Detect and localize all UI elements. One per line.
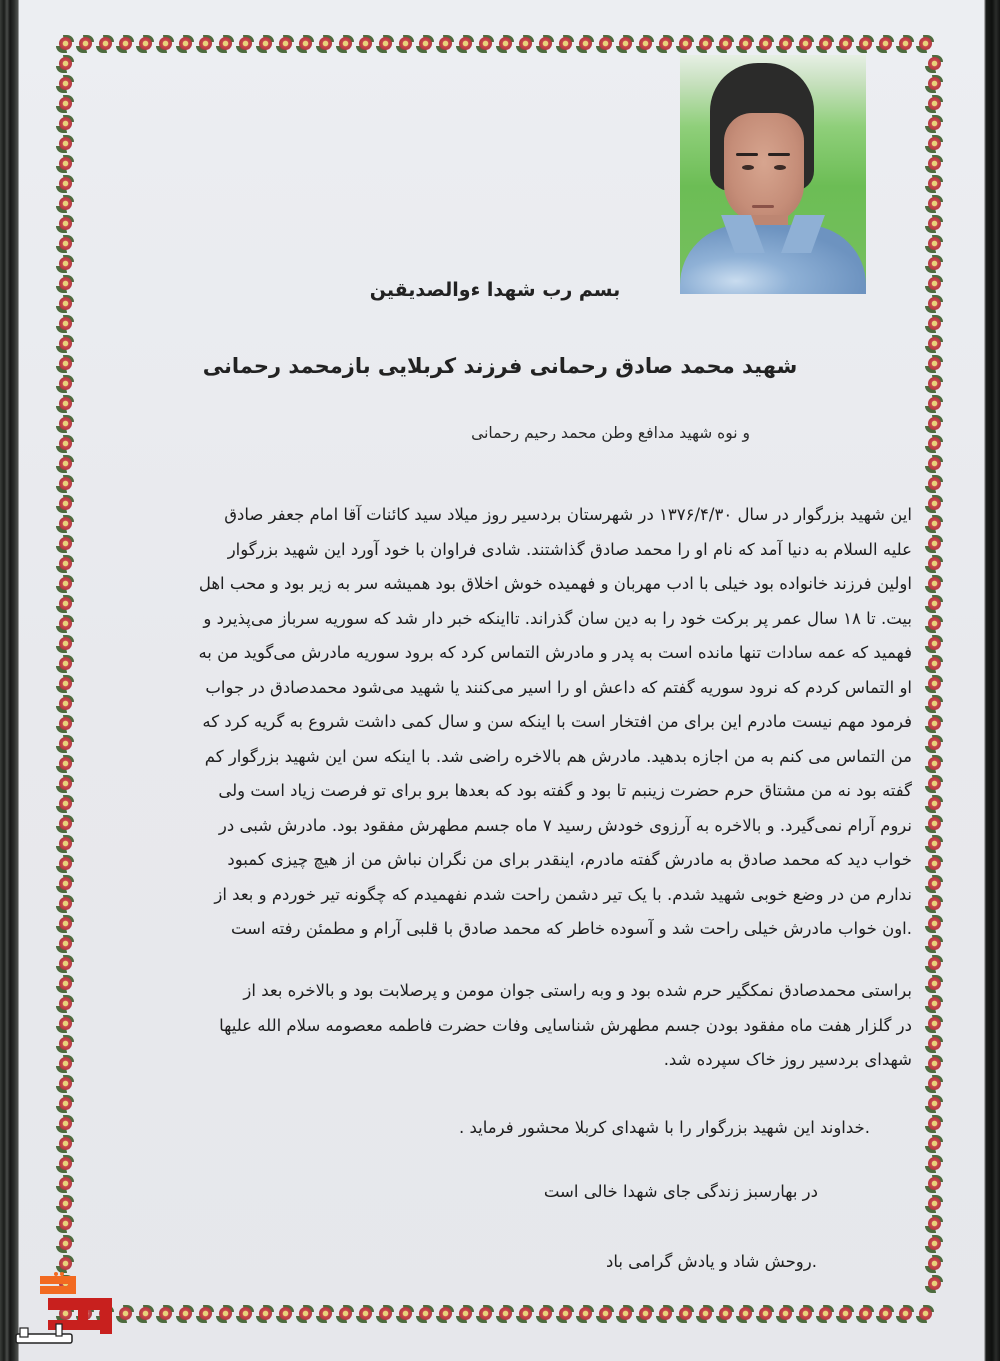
flower-ornament-icon <box>925 575 943 593</box>
flower-ornament-icon <box>56 295 74 313</box>
flower-ornament-icon <box>716 35 734 53</box>
flower-ornament-icon <box>876 1305 894 1323</box>
portrait-photo <box>680 55 866 294</box>
flower-ornament-icon <box>56 95 74 113</box>
flower-ornament-icon <box>516 1305 534 1323</box>
flower-border-top <box>56 35 934 53</box>
logo-top-word <box>40 1272 76 1294</box>
flower-ornament-icon <box>56 555 74 573</box>
flower-ornament-icon <box>636 35 654 53</box>
flower-ornament-icon <box>316 1305 334 1323</box>
flower-ornament-icon <box>676 1305 694 1323</box>
flower-ornament-icon <box>776 35 794 53</box>
flower-ornament-icon <box>276 35 294 53</box>
flower-ornament-icon <box>56 855 74 873</box>
flower-ornament-icon <box>925 95 943 113</box>
flower-ornament-icon <box>656 1305 674 1323</box>
flower-ornament-icon <box>896 1305 914 1323</box>
flower-ornament-icon <box>236 1305 254 1323</box>
flower-ornament-icon <box>836 1305 854 1323</box>
flower-ornament-icon <box>56 1015 74 1033</box>
flower-ornament-icon <box>56 815 74 833</box>
flower-ornament-icon <box>636 1305 654 1323</box>
flower-ornament-icon <box>925 175 943 193</box>
paragraph-line: براستی محمدصادق نمکگیر حرم شده بود و وبه راستی جوان مومن و پرصلابت بود و بالاخره بعد از <box>243 981 912 1000</box>
flower-ornament-icon <box>356 35 374 53</box>
flower-ornament-icon <box>76 35 94 53</box>
flower-ornament-icon <box>56 275 74 293</box>
martyr-title: شهید محمد صادق رحمانی فرزند کربلایی بازمحمد رحمانی <box>202 354 798 378</box>
flower-ornament-icon <box>925 895 943 913</box>
flower-ornament-icon <box>756 35 774 53</box>
flower-ornament-icon <box>925 735 943 753</box>
biography-paragraph-2 <box>152 974 912 1078</box>
flower-ornament-icon <box>616 1305 634 1323</box>
flower-ornament-icon <box>925 315 943 333</box>
flower-ornament-icon <box>796 35 814 53</box>
flower-ornament-icon <box>536 35 554 53</box>
flower-ornament-icon <box>796 1305 814 1323</box>
flower-ornament-icon <box>396 1305 414 1323</box>
flower-ornament-icon <box>156 1305 174 1323</box>
flower-ornament-icon <box>925 295 943 313</box>
flower-ornament-icon <box>925 475 943 493</box>
flower-ornament-icon <box>925 555 943 573</box>
flower-ornament-icon <box>56 35 74 53</box>
flower-ornament-icon <box>56 735 74 753</box>
paragraph-line: من التماس می کنم به من اجازه بدهید. مادرش هم بالاخره راضی شد. با اینکه سن این شهید بزرگوار کم <box>204 746 912 766</box>
flower-ornament-icon <box>56 875 74 893</box>
flower-ornament-icon <box>556 35 574 53</box>
paragraph-line: فرمود مهم نیست مادرم این برای من افتخار است با اینکه سن و سال کمی داشت شروع به گریه کرد که <box>202 712 912 731</box>
flower-ornament-icon <box>336 1305 354 1323</box>
paragraph-line: خواب دید که محمد صادق به مادرش گفته مادرم، اینقدر برای من نگران نباش من از هیچ چیزی کمبود <box>227 850 912 869</box>
flower-ornament-icon <box>56 355 74 373</box>
flower-ornament-icon <box>925 435 943 453</box>
flower-ornament-icon <box>56 455 74 473</box>
flower-ornament-icon <box>56 435 74 453</box>
biography-paragraph-1 <box>152 498 912 947</box>
flower-ornament-icon <box>676 35 694 53</box>
flower-ornament-icon <box>816 1305 834 1323</box>
scan-edge-right <box>984 0 1000 1361</box>
flower-ornament-icon <box>56 575 74 593</box>
flower-ornament-icon <box>376 1305 394 1323</box>
flower-ornament-icon <box>56 1055 74 1073</box>
paragraph-line: شهدای بردسیر روز خاک سپرده شد. <box>663 1050 912 1069</box>
flower-ornament-icon <box>56 1235 74 1253</box>
photo-eye-left <box>742 165 754 170</box>
flower-ornament-icon <box>925 695 943 713</box>
flower-ornament-icon <box>925 1095 943 1113</box>
flower-ornament-icon <box>296 1305 314 1323</box>
flower-ornament-icon <box>436 1305 454 1323</box>
farewell-line: .روحش شاد و یادش گرامی باد <box>605 1252 817 1271</box>
flower-ornament-icon <box>176 1305 194 1323</box>
flower-ornament-icon <box>596 1305 614 1323</box>
flower-ornament-icon <box>56 895 74 913</box>
flower-ornament-icon <box>196 1305 214 1323</box>
flower-ornament-icon <box>256 1305 274 1323</box>
flower-ornament-icon <box>925 1035 943 1053</box>
flower-ornament-icon <box>616 35 634 53</box>
flower-ornament-icon <box>536 1305 554 1323</box>
paragraph-line: .اون خواب مادرش خیلی راحت شد و آسوده خاطر که محمد صادق با قلبی آرام و مطمئن رفته است <box>230 919 912 938</box>
flower-ornament-icon <box>416 1305 434 1323</box>
flower-ornament-icon <box>925 1055 943 1073</box>
flower-ornament-icon <box>56 755 74 773</box>
flower-ornament-icon <box>56 495 74 513</box>
flower-ornament-icon <box>116 35 134 53</box>
flower-ornament-icon <box>856 1305 874 1323</box>
flower-ornament-icon <box>156 35 174 53</box>
flower-ornament-icon <box>516 35 534 53</box>
flower-ornament-icon <box>925 415 943 433</box>
photo-brow-right <box>768 153 790 156</box>
flower-ornament-icon <box>56 75 74 93</box>
flower-ornament-icon <box>56 675 74 693</box>
flower-ornament-icon <box>56 195 74 213</box>
flower-ornament-icon <box>476 35 494 53</box>
flower-ornament-icon <box>925 955 943 973</box>
paragraph-line: در گلزار هفت ماه مفقود بودن جسم مطهرش شناسایی وفات حضرت فاطمه معصومه سلام الله علیها <box>219 1015 912 1035</box>
flower-ornament-icon <box>276 1305 294 1323</box>
flower-ornament-icon <box>116 1305 134 1323</box>
flower-ornament-icon <box>925 1075 943 1093</box>
flower-ornament-icon <box>356 1305 374 1323</box>
paragraph-line: گفته بود نه من مشتاق حرم حضرت زینبم تا بود و گفته بود که بعدها برو برای تو فرصت زیاد است ولی <box>218 781 912 800</box>
flower-ornament-icon <box>196 35 214 53</box>
flower-ornament-icon <box>56 175 74 193</box>
flower-ornament-icon <box>925 355 943 373</box>
flower-ornament-icon <box>56 835 74 853</box>
flower-ornament-icon <box>925 835 943 853</box>
photo-mouth <box>752 205 774 208</box>
flower-ornament-icon <box>925 1235 943 1253</box>
flower-ornament-icon <box>56 1175 74 1193</box>
flower-ornament-icon <box>56 1035 74 1053</box>
flower-ornament-icon <box>925 875 943 893</box>
flower-ornament-icon <box>576 35 594 53</box>
flower-ornament-icon <box>56 655 74 673</box>
flower-ornament-icon <box>56 955 74 973</box>
flower-ornament-icon <box>56 375 74 393</box>
flower-ornament-icon <box>336 35 354 53</box>
flower-ornament-icon <box>56 715 74 733</box>
flower-ornament-icon <box>56 1195 74 1213</box>
flower-ornament-icon <box>56 335 74 353</box>
flower-ornament-icon <box>925 1215 943 1233</box>
flower-ornament-icon <box>896 35 914 53</box>
flower-ornament-icon <box>56 255 74 273</box>
flower-ornament-icon <box>136 1305 154 1323</box>
flower-ornament-icon <box>696 35 714 53</box>
flower-ornament-icon <box>56 155 74 173</box>
flower-ornament-icon <box>925 75 943 93</box>
flower-ornament-icon <box>925 615 943 633</box>
flower-ornament-icon <box>925 935 943 953</box>
flower-ornament-icon <box>56 995 74 1013</box>
flower-ornament-icon <box>925 915 943 933</box>
photo-eye-right <box>774 165 786 170</box>
flower-ornament-icon <box>925 655 943 673</box>
flower-ornament-icon <box>56 1215 74 1233</box>
flower-ornament-icon <box>236 35 254 53</box>
flower-ornament-icon <box>376 35 394 53</box>
flower-ornament-icon <box>96 35 114 53</box>
flower-ornament-icon <box>925 155 943 173</box>
flower-ornament-icon <box>925 535 943 553</box>
flower-ornament-icon <box>496 1305 514 1323</box>
scan-edge-left <box>0 0 19 1361</box>
flower-ornament-icon <box>136 35 154 53</box>
flower-ornament-icon <box>56 635 74 653</box>
flower-ornament-icon <box>925 115 943 133</box>
flower-ornament-icon <box>216 35 234 53</box>
flower-ornament-icon <box>925 795 943 813</box>
paragraph-line: ندارم من در وضع خوبی شهید شدم. با یک تیر دشمن راحت شدم نفهمیدم که چگونه تیر خوردم و بعد از <box>214 884 912 904</box>
flower-ornament-icon <box>925 515 943 533</box>
flower-ornament-icon <box>56 695 74 713</box>
flower-ornament-icon <box>925 635 943 653</box>
flower-ornament-icon <box>925 815 943 833</box>
flower-ornament-icon <box>176 35 194 53</box>
flower-ornament-icon <box>925 395 943 413</box>
paragraph-line: او التماس کردم که نرود سوریه گفتم که داعش او را اسیر می‌کنند یا شهید می‌شود محمدصادق در جواب <box>205 677 912 697</box>
flower-ornament-icon <box>56 615 74 633</box>
flower-ornament-icon <box>56 475 74 493</box>
paragraph-line: نروم آرام نمی‌گیرد. و بالاخره به آرزوی خودش رسید ۷ ماه جسم مطهرش مفقود بود. مادرش شبی در <box>218 815 912 835</box>
flower-ornament-icon <box>925 135 943 153</box>
flower-ornament-icon <box>925 975 943 993</box>
flower-ornament-icon <box>56 1095 74 1113</box>
flower-ornament-icon <box>925 755 943 773</box>
flower-ornament-icon <box>925 1155 943 1173</box>
flower-ornament-icon <box>925 195 943 213</box>
flower-ornament-icon <box>736 35 754 53</box>
flower-ornament-icon <box>656 35 674 53</box>
flower-ornament-icon <box>596 35 614 53</box>
flower-ornament-icon <box>925 775 943 793</box>
flower-ornament-icon <box>925 55 943 73</box>
flower-ornament-icon <box>696 1305 714 1323</box>
flower-ornament-icon <box>925 255 943 273</box>
flower-ornament-icon <box>925 275 943 293</box>
flower-ornament-icon <box>925 1255 943 1273</box>
flower-ornament-icon <box>56 595 74 613</box>
flower-ornament-icon <box>925 375 943 393</box>
flower-border-right <box>925 55 943 1293</box>
flower-ornament-icon <box>925 715 943 733</box>
paragraph-line: علیه السلام به دنیا آمد که نام او را محمد صادق گذاشتند. شادی فراوان با خود آورد این شهید بزرگوار <box>227 539 912 559</box>
flower-ornament-icon <box>56 115 74 133</box>
flower-ornament-icon <box>916 1305 934 1323</box>
flower-ornament-icon <box>56 235 74 253</box>
paragraph-line: بیت. تا ۱۸ سال عمر پر برکت خود را به دین سان گذراند. تااینکه خبر دار شد که سوریه سرباز می‌پذیرد و <box>203 608 912 628</box>
flower-ornament-icon <box>56 415 74 433</box>
flower-ornament-icon <box>496 35 514 53</box>
flower-ornament-icon <box>56 775 74 793</box>
flower-ornament-icon <box>56 55 74 73</box>
flower-ornament-icon <box>925 855 943 873</box>
flower-ornament-icon <box>925 1135 943 1153</box>
flower-ornament-icon <box>56 1075 74 1093</box>
flower-ornament-icon <box>925 1195 943 1213</box>
flower-ornament-icon <box>56 395 74 413</box>
flower-ornament-icon <box>296 35 314 53</box>
flower-ornament-icon <box>916 35 934 53</box>
flower-ornament-icon <box>736 1305 754 1323</box>
flower-ornament-icon <box>925 235 943 253</box>
flower-ornament-icon <box>216 1305 234 1323</box>
flower-ornament-icon <box>816 35 834 53</box>
flower-border-left <box>56 55 74 1293</box>
basmala-heading: بسم رب شهدا ءوالصدیقین <box>369 279 621 301</box>
flower-ornament-icon <box>925 215 943 233</box>
flower-ornament-icon <box>925 675 943 693</box>
flower-ornament-icon <box>416 35 434 53</box>
flower-ornament-icon <box>756 1305 774 1323</box>
flower-ornament-icon <box>716 1305 734 1323</box>
flower-ornament-icon <box>56 1115 74 1133</box>
flower-ornament-icon <box>56 795 74 813</box>
paragraph-line: فهمید که عمه سادات تنها مانده است به پدر و مادرش التماس کرد که برود سوریه مادرش می‌گوید من به <box>198 643 912 662</box>
flower-ornament-icon <box>925 495 943 513</box>
flower-ornament-icon <box>56 1255 74 1273</box>
flower-ornament-icon <box>456 1305 474 1323</box>
photo-shirt <box>680 225 866 294</box>
flower-ornament-icon <box>316 35 334 53</box>
flower-ornament-icon <box>56 515 74 533</box>
paragraph-line: این شهید بزرگوار در سال ۱۳۷۶/۴/۳۰ در شهرستان بردسیر روز میلاد سید کائنات آقا امام جعفر صادق <box>224 505 912 524</box>
flower-ornament-icon <box>925 595 943 613</box>
flower-ornament-icon <box>56 1155 74 1173</box>
flower-ornament-icon <box>56 1135 74 1153</box>
flower-ornament-icon <box>436 35 454 53</box>
navid-shahed-kerman-logo <box>8 1272 118 1357</box>
flower-ornament-icon <box>56 215 74 233</box>
martyr-subtitle: و نوه شهید مدافع وطن محمد رحیم رحمانی <box>471 424 750 442</box>
paragraph-line: اولین فرزند خانواده بود خیلی با ادب مهربان و فهمیده خوش اخلاق بود همیشه سر به زیر بود و محب اهل <box>198 574 912 593</box>
flower-ornament-icon <box>476 1305 494 1323</box>
flower-ornament-icon <box>776 1305 794 1323</box>
spring-line: در بهارسبز زندگی جای شهدا خالی است <box>543 1182 818 1201</box>
flower-ornament-icon <box>925 335 943 353</box>
photo-brow-left <box>736 153 758 156</box>
flower-ornament-icon <box>925 1015 943 1033</box>
flower-ornament-icon <box>456 35 474 53</box>
flower-border-bottom <box>56 1305 934 1323</box>
flower-ornament-icon <box>925 1115 943 1133</box>
flower-ornament-icon <box>256 35 274 53</box>
flower-ornament-icon <box>56 975 74 993</box>
flower-ornament-icon <box>56 315 74 333</box>
flower-ornament-icon <box>56 935 74 953</box>
flower-ornament-icon <box>576 1305 594 1323</box>
flower-ornament-icon <box>836 35 854 53</box>
flower-ornament-icon <box>925 1175 943 1193</box>
prayer-line: .خداوند این شهید بزرگوار را با شهدای کربلا محشور فرماید . <box>459 1118 870 1137</box>
flower-ornament-icon <box>876 35 894 53</box>
flower-ornament-icon <box>56 915 74 933</box>
flower-ornament-icon <box>925 1275 943 1293</box>
flower-ornament-icon <box>925 455 943 473</box>
flower-ornament-icon <box>856 35 874 53</box>
flower-ornament-icon <box>56 535 74 553</box>
flower-ornament-icon <box>556 1305 574 1323</box>
flower-ornament-icon <box>925 995 943 1013</box>
flower-ornament-icon <box>396 35 414 53</box>
flower-ornament-icon <box>56 135 74 153</box>
